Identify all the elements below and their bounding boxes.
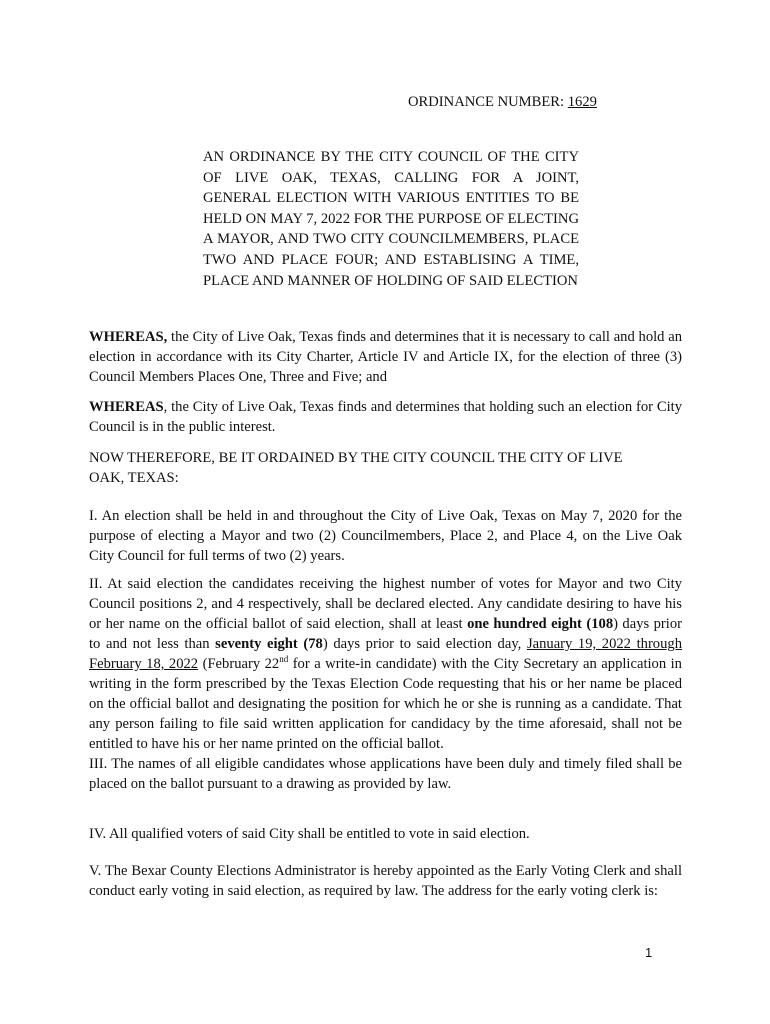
whereas-text: , the City of Live Oak, Texas finds and determines that holding such an election for City Council is in the public interest. [89,399,682,435]
bold-text: seventy eight (78 [215,636,323,652]
whereas-lead: WHEREAS [89,399,164,415]
ordinance-number [408,94,597,111]
whereas-lead: WHEREAS, [89,329,168,345]
whereas-text: the City of Live Oak, Texas finds and determines that it is necessary to call and hold an election in accordance with its City Charter, Article IV and Article IX, for the election of three (3) Council Members Places One, Three and Five; and [89,329,682,385]
text: ) days prior to and not less than [89,616,682,652]
ordinance-number-value: 1629 [567,94,597,110]
ordinance-label: ORDINANCE NUMBER: [408,94,568,110]
text: (February 22 [198,656,280,672]
ordinance-title: AN ORDINANCE BY THE CITY COUNCIL OF THE CITY OF LIVE OAK, TEXAS, CALLING FOR A JOINT, GENERAL ELECTION WITH VARIOUS ENTITIES TO BE HELD ON MAY 7, 2022 FOR THE PURPOSE OF ELECTING A MAYOR, AND TWO CITY COUNCILMEMBERS, PLACE TWO AND PLACE FOUR; AND ESTABLISING A TIME, PLACE AND MANNER OF HOLDING OF SAID ELECTION [203,149,579,289]
text: II. At said election the candidates receiving the highest number of votes for Mayor and two City Council positions 2, and 4 respectively, shall be declared elected. Any candidate desiring to have his or her name on the official ballot of said election, shall at least [89,576,682,632]
section-1: I. An election shall be held in and throughout the City of Live Oak, Texas on May 7, 2020 for the purpose of electing a Mayor and two (2) Councilmembers, Place 2, and Place 4, on the Live Oak City Council for full terms of two (2) years. [89,508,682,564]
section-3: III. The names of all eligible candidates whose applications have been duly and timely filed shall be placed on the ballot pursuant to a drawing as provided by law. [89,756,682,792]
text: for a write-in candidate) with the City Secretary an application in writing in the form prescribed by the Texas Election Code requesting that his or her name be placed on the official ballot and designating the position for which he or she is running as a candidate. That any person failing to file said written application for candidacy by the time aforesaid, shall not be entitled to have his or her name printed on the official ballot. [89,656,682,752]
text: ) days prior to said election day, [322,636,527,652]
underlined-dates: January 19, 2022 through February 18, 2022 [89,636,682,672]
section-5: V. The Bexar County Elections Administrator is hereby appointed as the Early Voting Clerk and shall conduct early voting in said election, as required by law. The address for the early voting clerk is: [89,863,682,899]
whereas-paragraph-2 [89,397,682,437]
section-2 [89,574,682,754]
superscript: nd [279,654,289,665]
bold-text: one hundred eight (108 [467,616,614,632]
page-number: 1 [645,945,653,960]
now-therefore-paragraph: NOW THEREFORE, BE IT ORDAINED BY THE CITY COUNCIL THE CITY OF LIVE OAK, TEXAS: [89,450,623,486]
whereas-paragraph-1 [89,327,682,387]
section-4: IV. All qualified voters of said City shall be entitled to vote in said election. [89,826,530,842]
